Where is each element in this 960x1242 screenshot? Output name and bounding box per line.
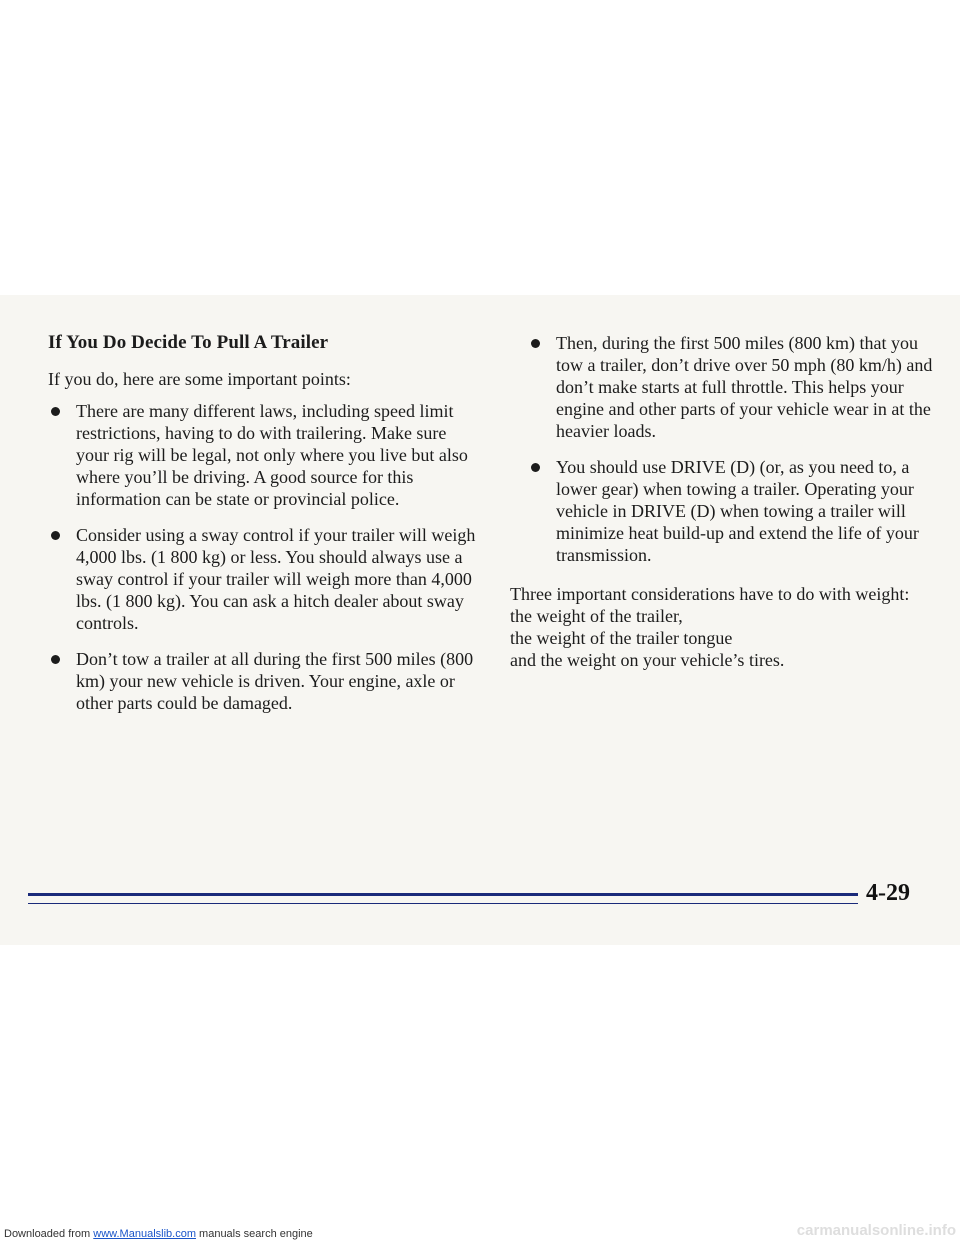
list-item [48,648,480,714]
bullet-icon [531,463,540,472]
footer-rule [28,893,858,896]
bullet-icon [51,531,60,540]
download-note [4,1228,313,1240]
page-number: 4-29 [866,880,910,906]
list-item-text: Don’t tow a trailer at all during the first 500 miles (800 km) your new vehicle is driven. Your engine, axle or other parts could be damaged. [76,649,474,713]
left-bullet-list [48,400,480,728]
list-item [528,456,938,566]
bullet-icon [51,655,60,664]
weight-considerations [510,583,930,671]
watermark-logo: carmanualsonline.info [796,1222,956,1239]
list-item [48,524,480,634]
download-note-suffix: manuals search engine [195,1228,313,1240]
weight-line: and the weight on your vehicle’s tires. [510,650,785,670]
weight-line: the weight of the trailer, [510,606,683,626]
section-heading: If You Do Decide To Pull A Trailer [48,332,329,353]
weight-line: the weight of the trailer tongue [510,628,733,648]
list-item-text: Then, during the first 500 miles (800 km) that you tow a trailer, don’t drive over 50 mph (80 km/h) and don’t make starts at full throttle. This helps your engine and other parts of your vehicle wear in at the heavier loads. [556,333,933,441]
bullet-icon [51,407,60,416]
bullet-icon [531,339,540,348]
list-item [48,400,480,510]
intro-paragraph: If you do, here are some important points: [48,369,351,389]
list-item-text: You should use DRIVE (D) (or, as you need to, a lower gear) when towing a trailer. Operating your vehicle in DRIVE (D) when towing a trailer will minimize heat build-up and extend the life of your transmission. [556,457,919,565]
footer-rule-thin [28,903,858,904]
list-item-text: There are many different laws, including speed limit restrictions, having to do with trailering. Make sure your rig will be legal, not only where you live but also where you’ll be driving. A good source for this information can be state or provincial police. [76,401,468,509]
list-item-text: Consider using a sway control if your trailer will weigh 4,000 lbs. (1 800 kg) or less. You should always use a sway control if your trailer will weigh more than 4,000 lbs. (1 800 kg). You can ask a hitch dealer about sway controls. [76,525,476,633]
download-note-prefix: Downloaded from [4,1228,94,1240]
right-bullet-list [528,332,938,580]
manualslib-link[interactable]: www.Manualslib.com [93,1228,196,1240]
weight-line: Three important considerations have to do with weight: [510,584,910,604]
list-item [528,332,938,442]
